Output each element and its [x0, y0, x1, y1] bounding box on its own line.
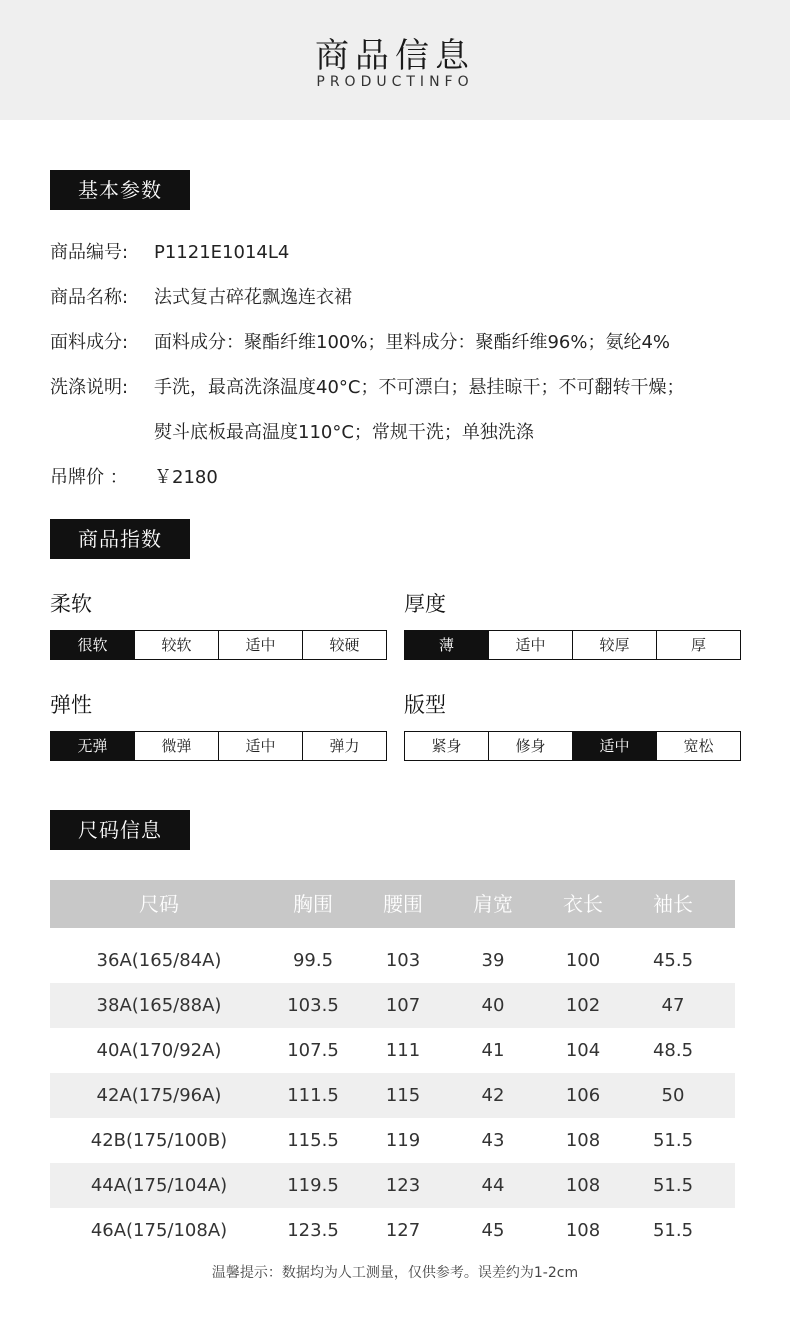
index-scale	[404, 731, 741, 761]
index-option: 很软	[51, 631, 135, 659]
size-cell: 42A(175/96A)	[96, 1085, 222, 1106]
index-option: 适中	[489, 631, 573, 659]
size-table-body	[50, 938, 735, 1253]
info-value: 面料成分：聚酯纤维100%；里料成分：聚酯纤维96%；氨纶4%	[154, 332, 671, 353]
price-value: ￥2180	[154, 467, 218, 488]
size-cell: 44A(175/104A)	[90, 1175, 228, 1196]
measure-cell: 50	[661, 1085, 685, 1106]
measure-cell: 42	[481, 1085, 505, 1106]
info-row-fabric	[50, 328, 670, 354]
page-header	[0, 0, 790, 120]
index-option: 紧身	[405, 732, 489, 760]
measure-cell: 48.5	[652, 1040, 694, 1061]
page-title: 商品信息	[315, 36, 475, 76]
table-row	[50, 1208, 735, 1253]
measure-cell: 127	[385, 1220, 421, 1241]
index-scale	[50, 630, 387, 660]
measure-cell: 47	[661, 995, 685, 1016]
measure-cell: 104	[565, 1040, 601, 1061]
measure-cell: 108	[565, 1130, 601, 1151]
measure-cell: 107.5	[287, 1040, 339, 1061]
index-scale	[50, 731, 387, 761]
size-cell: 40A(170/92A)	[96, 1040, 222, 1061]
table-row	[50, 1073, 735, 1118]
measure-cell: 39	[481, 950, 505, 971]
index-option: 无弹	[51, 732, 135, 760]
measure-cell: 45.5	[652, 950, 694, 971]
measure-cell: 111.5	[287, 1085, 339, 1106]
index-option: 厚	[690, 636, 706, 654]
info-label: 面料成分:	[50, 332, 129, 353]
measure-cell: 45	[481, 1220, 505, 1241]
measure-cell: 51.5	[652, 1175, 694, 1196]
page-subtitle: PRODUCTINFO	[316, 74, 474, 90]
index-title: 版型	[404, 693, 446, 717]
size-cell: 42B(175/100B)	[90, 1130, 228, 1151]
index-title: 厚度	[404, 592, 446, 616]
measure-cell: 107	[385, 995, 421, 1016]
table-row	[50, 1118, 735, 1163]
index-option: 较硬	[329, 636, 360, 654]
table-row	[50, 1163, 735, 1208]
measure-cell: 111	[385, 1040, 421, 1061]
size-table	[50, 880, 735, 1253]
info-row-care	[50, 373, 684, 399]
header-cell: 胸围	[293, 892, 333, 916]
measure-cell: 103	[385, 950, 421, 971]
measure-cell: 119	[385, 1130, 421, 1151]
measure-cell: 123	[385, 1175, 421, 1196]
size-cell: 38A(165/88A)	[96, 995, 222, 1016]
index-title: 弹性	[50, 693, 92, 717]
measure-cell: 99.5	[292, 950, 334, 971]
size-cell: 46A(175/108A)	[90, 1220, 228, 1241]
info-label: 吊牌价 ：	[50, 467, 128, 488]
index-option: 适中	[219, 732, 303, 760]
measure-cell: 102	[565, 995, 601, 1016]
table-row	[50, 938, 735, 983]
section-label-index: 商品指数	[50, 519, 190, 559]
measure-cell: 43	[481, 1130, 505, 1151]
measure-cell: 51.5	[652, 1220, 694, 1241]
measure-cell: 108	[565, 1175, 601, 1196]
measure-cell: 115.5	[287, 1130, 339, 1151]
info-value: P1121E1014L4	[154, 242, 290, 263]
index-option: 弹力	[329, 737, 360, 755]
measure-cell: 123.5	[287, 1220, 339, 1241]
measure-cell: 51.5	[652, 1130, 694, 1151]
index-option: 适中	[219, 631, 303, 659]
info-label: 商品名称:	[50, 287, 129, 308]
size-cell: 36A(165/84A)	[96, 950, 222, 971]
info-value: 法式复古碎花飘逸连衣裙	[154, 287, 352, 308]
section-label-basic: 基本参数	[50, 170, 190, 210]
measure-cell: 44	[481, 1175, 505, 1196]
index-title: 柔软	[50, 592, 92, 616]
header-cell: 袖长	[653, 892, 693, 916]
header-cell: 腰围	[383, 892, 423, 916]
measure-cell: 119.5	[287, 1175, 339, 1196]
info-row-code	[50, 238, 289, 264]
index-option: 较厚	[573, 631, 657, 659]
info-label: 洗涤说明:	[50, 377, 129, 398]
measure-cell: 100	[565, 950, 601, 971]
measure-cell: 41	[481, 1040, 505, 1061]
info-value-care-continued: 熨斗底板最高温度110°C；常规干洗；单独洗涤	[154, 422, 534, 443]
size-note: 温馨提示：数据均为人工测量，仅供参考。误差约为1-2cm	[211, 1265, 579, 1281]
info-row-name	[50, 283, 352, 309]
measure-cell: 108	[565, 1220, 601, 1241]
index-option: 宽松	[683, 737, 714, 755]
measure-cell: 115	[385, 1085, 421, 1106]
header-cell: 肩宽	[473, 892, 513, 916]
table-row	[50, 983, 735, 1028]
index-scale	[404, 630, 741, 660]
section-label-size: 尺码信息	[50, 810, 190, 850]
index-option: 适中	[573, 732, 657, 760]
measure-cell: 103.5	[287, 995, 339, 1016]
index-option: 修身	[489, 732, 573, 760]
measure-cell: 106	[565, 1085, 601, 1106]
size-table-header	[50, 880, 735, 928]
index-option: 薄	[405, 631, 489, 659]
header-cell: 衣长	[563, 892, 603, 916]
info-label: 商品编号:	[50, 242, 129, 263]
table-row	[50, 1028, 735, 1073]
index-option: 微弹	[135, 732, 219, 760]
index-option: 较软	[135, 631, 219, 659]
info-row-price	[50, 463, 218, 489]
header-cell: 尺码	[139, 892, 179, 916]
measure-cell: 40	[481, 995, 505, 1016]
info-value: 手洗，最高洗涤温度40°C；不可漂白；悬挂晾干；不可翻转干燥；	[154, 377, 685, 398]
